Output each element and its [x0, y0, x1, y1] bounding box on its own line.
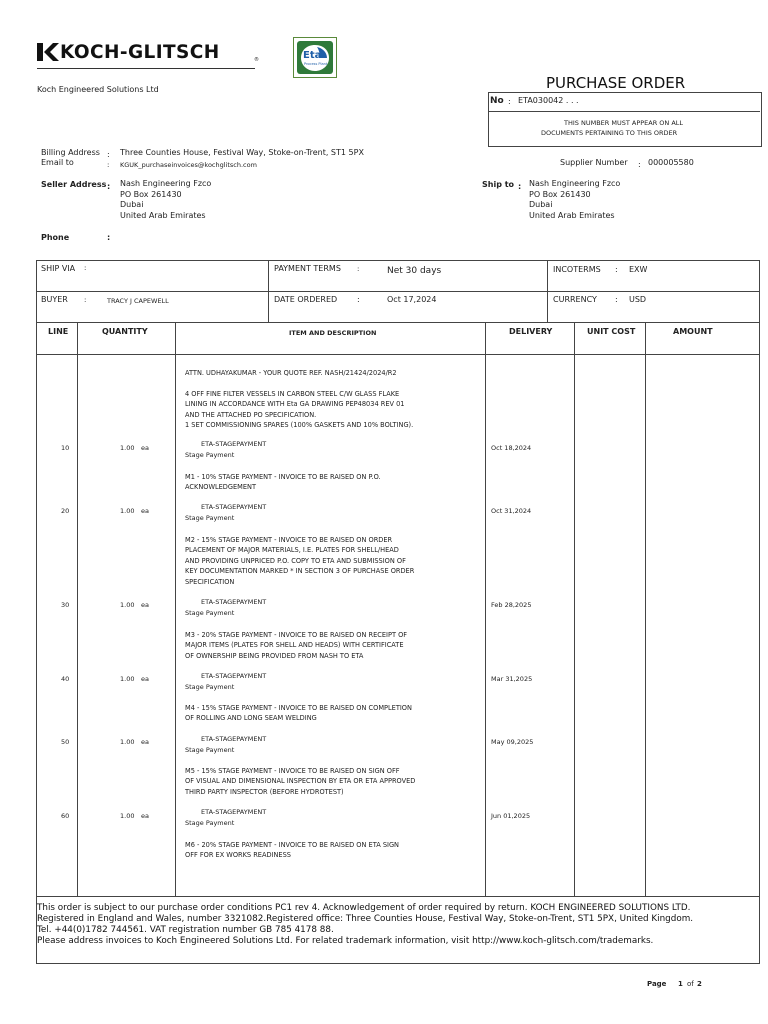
line-note	[185, 472, 381, 493]
currency-value: USD	[629, 295, 647, 304]
line-item-desc: Stage Payment	[185, 819, 235, 827]
note-line: OF ROLLING AND LONG SEAM WELDING	[185, 714, 317, 723]
column-header-item: ITEM AND DESCRIPTION	[289, 329, 377, 337]
line-uom: ea	[141, 601, 149, 609]
line-note	[185, 535, 414, 587]
intro-line: AND THE ATTACHED PO SPECIFICATION.	[185, 410, 317, 419]
note-line: M5 - 15% STAGE PAYMENT - INVOICE TO BE RAISED ON SIGN OFF	[185, 767, 400, 775]
phone-colon: :	[107, 233, 111, 242]
note-line: AND PROVIDING UNPRICED P.O. COPY TO ETA AND SUBMISSION OF	[185, 556, 406, 565]
line-number: 30	[61, 601, 70, 609]
line-item-code: ETA-STAGEPAYMENT	[201, 808, 267, 816]
line-delivery: Oct 18,2024	[491, 444, 532, 452]
page-total: 2	[697, 980, 702, 988]
line-note	[185, 703, 412, 724]
line-number: 60	[61, 812, 70, 820]
logo-text: KOCH-GLITSCH	[60, 41, 220, 63]
note-line: M3 - 20% STAGE PAYMENT - INVOICE TO BE RAISED ON RECEIPT OF	[185, 631, 408, 639]
eta-logo-text: Eta	[303, 50, 322, 61]
line-quantity: 1.00	[120, 738, 135, 746]
seller-address-line: Dubai	[120, 200, 144, 209]
line-item-desc: Stage Payment	[185, 514, 235, 522]
note-line: M4 - 15% STAGE PAYMENT - INVOICE TO BE RAISED ON COMPLETION	[185, 704, 412, 712]
eta-logo	[293, 37, 337, 78]
phone-label: Phone	[41, 233, 70, 242]
ship-via-colon: :	[84, 264, 87, 272]
supplier-number-label: Supplier Number	[560, 158, 628, 167]
table-divider	[268, 260, 269, 322]
line-item-desc: Stage Payment	[185, 609, 235, 617]
table-divider	[645, 322, 646, 896]
date-ordered-value: Oct 17,2024	[387, 295, 437, 304]
table-divider	[77, 322, 78, 896]
page-of: of	[687, 980, 694, 988]
line-item-desc: Stage Payment	[185, 451, 235, 459]
eta-logo-subtext: Process Plant	[304, 62, 328, 66]
footer-line: This order is subject to our purchase order conditions PC1 rev 4. Acknowledgement of order required by return. KOCH ENGINEERED SOLUTIONS LTD.	[37, 903, 691, 913]
line-quantity: 1.00	[120, 812, 135, 820]
ship-to-line: United Arab Emirates	[529, 210, 615, 220]
billing-address-colon: :	[107, 150, 110, 159]
po-number-colon: :	[508, 97, 511, 106]
note-line: M6 - 20% STAGE PAYMENT - INVOICE TO BE RAISED ON ETA SIGN	[185, 841, 399, 849]
line-uom: ea	[141, 675, 149, 683]
email-colon: :	[107, 161, 110, 169]
ship-to-block	[529, 179, 620, 221]
table-divider	[574, 322, 575, 896]
line-item-code: ETA-STAGEPAYMENT	[201, 735, 267, 743]
po-notice-line1: THIS NUMBER MUST APPEAR ON ALL	[564, 119, 684, 127]
trademark-symbol: ®	[254, 57, 259, 63]
billing-address: Three Counties House, Festival Way, Stoke-on-Trent, ST1 5PX	[120, 148, 364, 157]
line-uom: ea	[141, 507, 149, 515]
koch-glitsch-logo	[37, 41, 220, 63]
page-label: Page	[647, 980, 667, 988]
line-number: 40	[61, 675, 70, 683]
footer-terms	[37, 903, 693, 947]
line-note	[185, 840, 399, 861]
line-item-code: ETA-STAGEPAYMENT	[201, 440, 267, 448]
line-delivery: May 09,2025	[491, 738, 534, 746]
payment-terms-label: PAYMENT TERMS	[274, 264, 341, 273]
order-intro	[185, 368, 413, 430]
note-line: THIRD PARTY INSPECTOR (BEFORE HYDROTEST)	[185, 787, 344, 796]
ship-to-colon: :	[518, 182, 522, 191]
line-uom: ea	[141, 738, 149, 746]
column-header-unit-cost: UNIT COST	[587, 327, 636, 336]
email-address: KGUK_purchaseinvoices@kochglitsch.com	[120, 161, 257, 169]
seller-address-colon: :	[107, 182, 111, 191]
line-quantity: 1.00	[120, 675, 135, 683]
note-line: MAJOR ITEMS (PLATES FOR SHELL AND HEADS) WITH CERTIFICATE	[185, 641, 404, 650]
line-note	[185, 766, 415, 797]
line-uom: ea	[141, 444, 149, 452]
email-label: Email to	[41, 158, 74, 167]
seller-address-label: Seller Address	[41, 180, 107, 189]
note-line: PLACEMENT OF MAJOR MATERIALS, I.E. PLATES FOR SHELL/HEAD	[185, 546, 399, 555]
intro-line: ATTN. UDHAYAKUMAR - YOUR QUOTE REF. NASH/21424/2024/R2	[185, 369, 397, 377]
seller-address-line: United Arab Emirates	[120, 210, 206, 220]
ship-to-line: PO Box 261430	[529, 189, 591, 199]
seller-address-line: Nash Engineering Fzco	[120, 179, 212, 188]
line-delivery: Mar 31,2025	[491, 675, 533, 683]
note-line: M1 - 10% STAGE PAYMENT - INVOICE TO BE RAISED ON P.O.	[185, 473, 381, 481]
table-divider	[36, 354, 760, 355]
payment-terms-value: Net 30 days	[387, 266, 442, 276]
column-header-quantity: QUANTITY	[102, 327, 148, 336]
line-quantity: 1.00	[120, 444, 135, 452]
note-line: OFF FOR EX WORKS READINESS	[185, 851, 291, 860]
note-line: OF VISUAL AND DIMENSIONAL INSPECTION BY ETA OR ETA APPROVED	[185, 777, 416, 786]
ship-to-label: Ship to	[482, 180, 515, 189]
line-number: 50	[61, 738, 70, 746]
line-quantity: 1.00	[120, 601, 135, 609]
line-item-code: ETA-STAGEPAYMENT	[201, 672, 267, 680]
buyer-value: TRACY J CAPEWELL	[107, 297, 169, 305]
buyer-label: BUYER	[41, 295, 68, 304]
supplier-number: 000005580	[648, 158, 694, 167]
logo-underline	[37, 68, 255, 69]
buyer-colon: :	[84, 296, 87, 304]
po-notice-line2: DOCUMENTS PERTAINING TO THIS ORDER	[541, 129, 678, 137]
currency-label: CURRENCY	[553, 295, 597, 304]
note-line: KEY DOCUMENTATION MARKED * IN SECTION 3 OF PURCHASE ORDER	[185, 567, 415, 576]
line-number: 20	[61, 507, 70, 515]
table-divider	[36, 322, 760, 323]
line-delivery: Jun 01,2025	[491, 812, 531, 820]
footer-line: Registered in England and Wales, number 3321082.Registered office: Three Counties House, Festival Way, Stoke-on-Trent, ST1 5PX, United Kingdom.	[37, 914, 694, 924]
footer-line: Please address invoices to Koch Engineered Solutions Ltd. For related trademark information, visit http://www.koch-glitsch.com/trademarks.	[37, 936, 654, 946]
page-title: PURCHASE ORDER	[546, 74, 686, 92]
incoterms-colon: :	[615, 265, 618, 274]
ship-to-line: Nash Engineering Fzco	[529, 179, 621, 188]
ship-to-line: Dubai	[529, 200, 553, 209]
table-divider	[547, 260, 548, 322]
po-number-label: No	[490, 96, 504, 106]
intro-line: 1 SET COMMISSIONING SPARES (100% GASKETS AND 10% BOLTING).	[185, 421, 414, 430]
date-ordered-colon: :	[357, 295, 360, 304]
note-line: SPECIFICATION	[185, 577, 235, 586]
line-item-desc: Stage Payment	[185, 683, 235, 691]
line-note	[185, 630, 407, 661]
table-divider	[36, 896, 760, 897]
date-ordered-label: DATE ORDERED	[274, 295, 338, 304]
line-number: 10	[61, 444, 70, 452]
billing-address-label: Billing Address	[41, 148, 100, 157]
line-item-code: ETA-STAGEPAYMENT	[201, 503, 267, 511]
intro-line: LINING IN ACCORDANCE WITH Eta GA DRAWING PEP48034 REV 01	[185, 400, 405, 409]
column-header-delivery: DELIVERY	[509, 327, 553, 336]
column-header-line: LINE	[48, 327, 69, 336]
line-quantity: 1.00	[120, 507, 135, 515]
page-current: 1	[678, 980, 683, 988]
line-item-code: ETA-STAGEPAYMENT	[201, 598, 267, 606]
note-line: OF OWNERSHIP BEING PROVIDED FROM NASH TO ETA	[185, 651, 364, 660]
ship-via-label: SHIP VIA	[41, 264, 76, 273]
intro-line: 4 OFF FINE FILTER VESSELS IN CARBON STEEL C/W GLASS FLAKE	[185, 389, 400, 398]
note-line: ACKNOWLEDGEMENT	[185, 483, 256, 492]
koch-glitsch-mark-icon	[37, 41, 59, 63]
table-divider	[485, 322, 486, 896]
incoterms-label: INCOTERMS	[553, 265, 601, 274]
table-divider	[175, 322, 176, 896]
line-item-desc: Stage Payment	[185, 746, 235, 754]
intro-line	[185, 378, 413, 388]
line-uom: ea	[141, 812, 149, 820]
incoterms-value: EXW	[629, 265, 648, 274]
company-name: Koch Engineered Solutions Ltd	[37, 85, 159, 94]
note-line: M2 - 15% STAGE PAYMENT - INVOICE TO BE RAISED ON ORDER	[185, 536, 393, 544]
column-header-amount: AMOUNT	[673, 327, 713, 336]
currency-colon: :	[615, 295, 618, 304]
supplier-number-colon: :	[638, 160, 641, 169]
po-number: ETA030042 . . .	[518, 96, 579, 105]
seller-address-block	[120, 179, 211, 221]
table-divider	[36, 291, 760, 292]
footer-line: Tel. +44(0)1782 744561. VAT registration number GB 785 4178 88.	[37, 925, 334, 935]
payment-terms-colon: :	[357, 265, 360, 273]
line-delivery: Oct 31,2024	[491, 507, 532, 515]
seller-address-line: PO Box 261430	[120, 189, 182, 199]
line-delivery: Feb 28,2025	[491, 601, 532, 609]
